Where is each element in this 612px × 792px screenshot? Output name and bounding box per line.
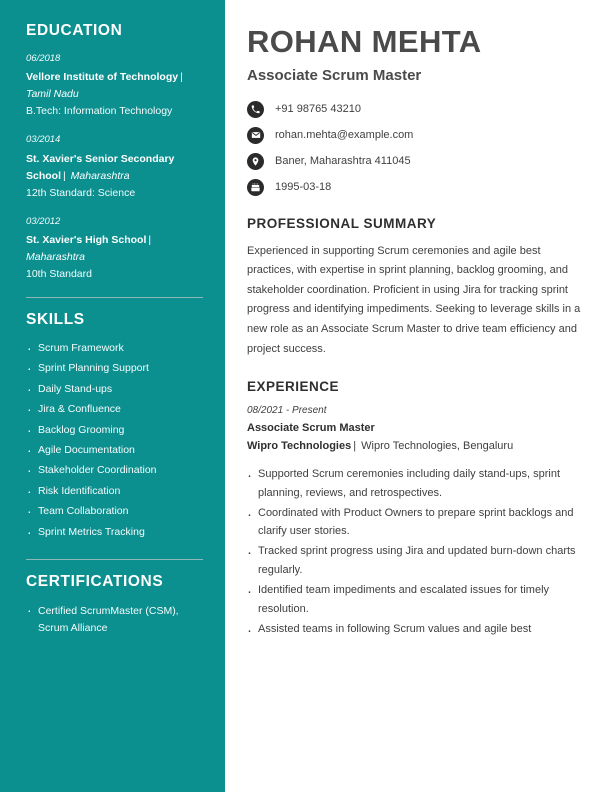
education-heading: EDUCATION <box>26 22 123 39</box>
education-degree: 12th Standard: Science <box>26 186 136 199</box>
candidate-name: ROHAN MEHTA <box>247 24 482 59</box>
phone-value: +91 98765 43210 <box>275 102 361 115</box>
skill-item: · Sprint Planning Support <box>26 361 203 381</box>
experience-section <box>247 379 588 640</box>
sidebar-divider <box>26 559 203 560</box>
contact-row-email <box>247 127 588 144</box>
skills-heading: SKILLS <box>26 310 85 328</box>
education-separator: | <box>63 169 66 182</box>
education-region: Maharashtra <box>70 169 130 182</box>
education-entry <box>26 52 203 120</box>
education-school-line <box>26 69 203 103</box>
experience-bullet: · Coordinated with Product Owners to prepare sprint backlogs and clarify user stories. <box>247 504 588 543</box>
email-icon <box>247 127 264 144</box>
skill-item: · Jira & Confluence <box>26 402 203 422</box>
experience-location: Wipro Technologies, Bengaluru <box>361 439 514 452</box>
education-entry <box>26 133 203 201</box>
skill-item: · Agile Documentation <box>26 443 203 463</box>
professional-summary-section <box>247 216 588 359</box>
skill-item: · Stakeholder Coordination <box>26 463 203 483</box>
email-value: rohan.mehta@example.com <box>275 128 414 141</box>
skill-item: · Sprint Metrics Tracking <box>26 525 203 545</box>
experience-heading: EXPERIENCE <box>247 379 340 395</box>
experience-company-name: Wipro Technologies <box>247 439 352 452</box>
experience-entry <box>247 405 588 640</box>
experience-bullet: · Assisted teams in following Scrum values and agile best <box>247 620 588 640</box>
education-degree: B.Tech: Information Technology <box>26 105 173 118</box>
professional-summary-heading: PROFESSIONAL SUMMARY <box>247 215 437 231</box>
phone-icon <box>247 101 264 118</box>
education-entry <box>26 215 203 283</box>
education-degree: 10th Standard <box>26 267 92 280</box>
experience-bullet-list <box>247 465 588 640</box>
sidebar-divider <box>26 297 203 298</box>
candidate-job-title: Associate Scrum Master <box>247 66 422 84</box>
education-school-name: St. Xavier's Senior Secondary School <box>26 152 175 182</box>
education-school-line <box>26 151 203 185</box>
experience-company-line <box>247 438 588 456</box>
education-date: 03/2012 <box>26 215 61 227</box>
certifications-heading: CERTIFICATIONS <box>26 573 164 591</box>
skill-item: · Scrum Framework <box>26 341 203 361</box>
experience-date: 08/2021 - Present <box>247 405 327 417</box>
location-value: Baner, Maharashtra 411045 <box>275 154 411 167</box>
location-pin-icon <box>247 153 264 170</box>
skill-item: · Risk Identification <box>26 484 203 504</box>
birthday-value: 1995-03-18 <box>275 180 332 193</box>
skill-item: · Team Collaboration <box>26 504 203 524</box>
education-separator: | <box>180 71 183 84</box>
main-content <box>225 0 612 792</box>
education-region: Tamil Nadu <box>26 88 79 101</box>
contact-row-location <box>247 153 588 170</box>
education-region: Maharashtra <box>26 250 85 263</box>
skill-item: · Daily Stand-ups <box>26 382 203 402</box>
birthday-cake-icon <box>247 179 264 196</box>
education-school-name: St. Xavier's High School <box>26 233 147 246</box>
education-date: 06/2018 <box>26 53 61 64</box>
experience-bullet: · Supported Scrum ceremonies including daily stand-ups, sprint planning, reviews, and retrospectives. <box>247 465 588 504</box>
experience-role: Associate Scrum Master <box>247 422 375 435</box>
sidebar <box>0 0 225 792</box>
experience-bullet: · Identified team impediments and escalated issues for timely resolution. <box>247 581 588 620</box>
education-school-line <box>26 232 203 266</box>
education-separator: | <box>148 233 152 246</box>
skill-item: · Backlog Grooming <box>26 423 203 443</box>
education-date: 03/2014 <box>26 134 61 146</box>
contact-row-phone <box>247 101 588 118</box>
certifications-list <box>26 603 203 638</box>
experience-bullet: · Tracked sprint progress using Jira and updated burn-down charts regularly. <box>247 542 588 581</box>
experience-separator: | <box>353 439 357 452</box>
contact-list <box>247 101 588 196</box>
professional-summary-text: Experienced in supporting Scrum ceremonies and agile best practices, with expertise in sprint planning, backlog grooming, and stakeholder coordination. Proficient in using Jira for tracking sprint progress and identifying impediments. Seeking to leverage skills in a new role as an Associate Scrum Master to drive team efficiency and project success. <box>247 244 581 355</box>
certification-item: · Certified ScrumMaster (CSM), Scrum Alliance <box>26 603 203 638</box>
education-section <box>26 22 203 283</box>
contact-row-birthday <box>247 179 588 196</box>
skills-section <box>26 311 203 546</box>
skills-list <box>26 341 203 546</box>
education-school-name: Vellore Institute of Technology <box>26 71 179 84</box>
certifications-section <box>26 573 203 638</box>
